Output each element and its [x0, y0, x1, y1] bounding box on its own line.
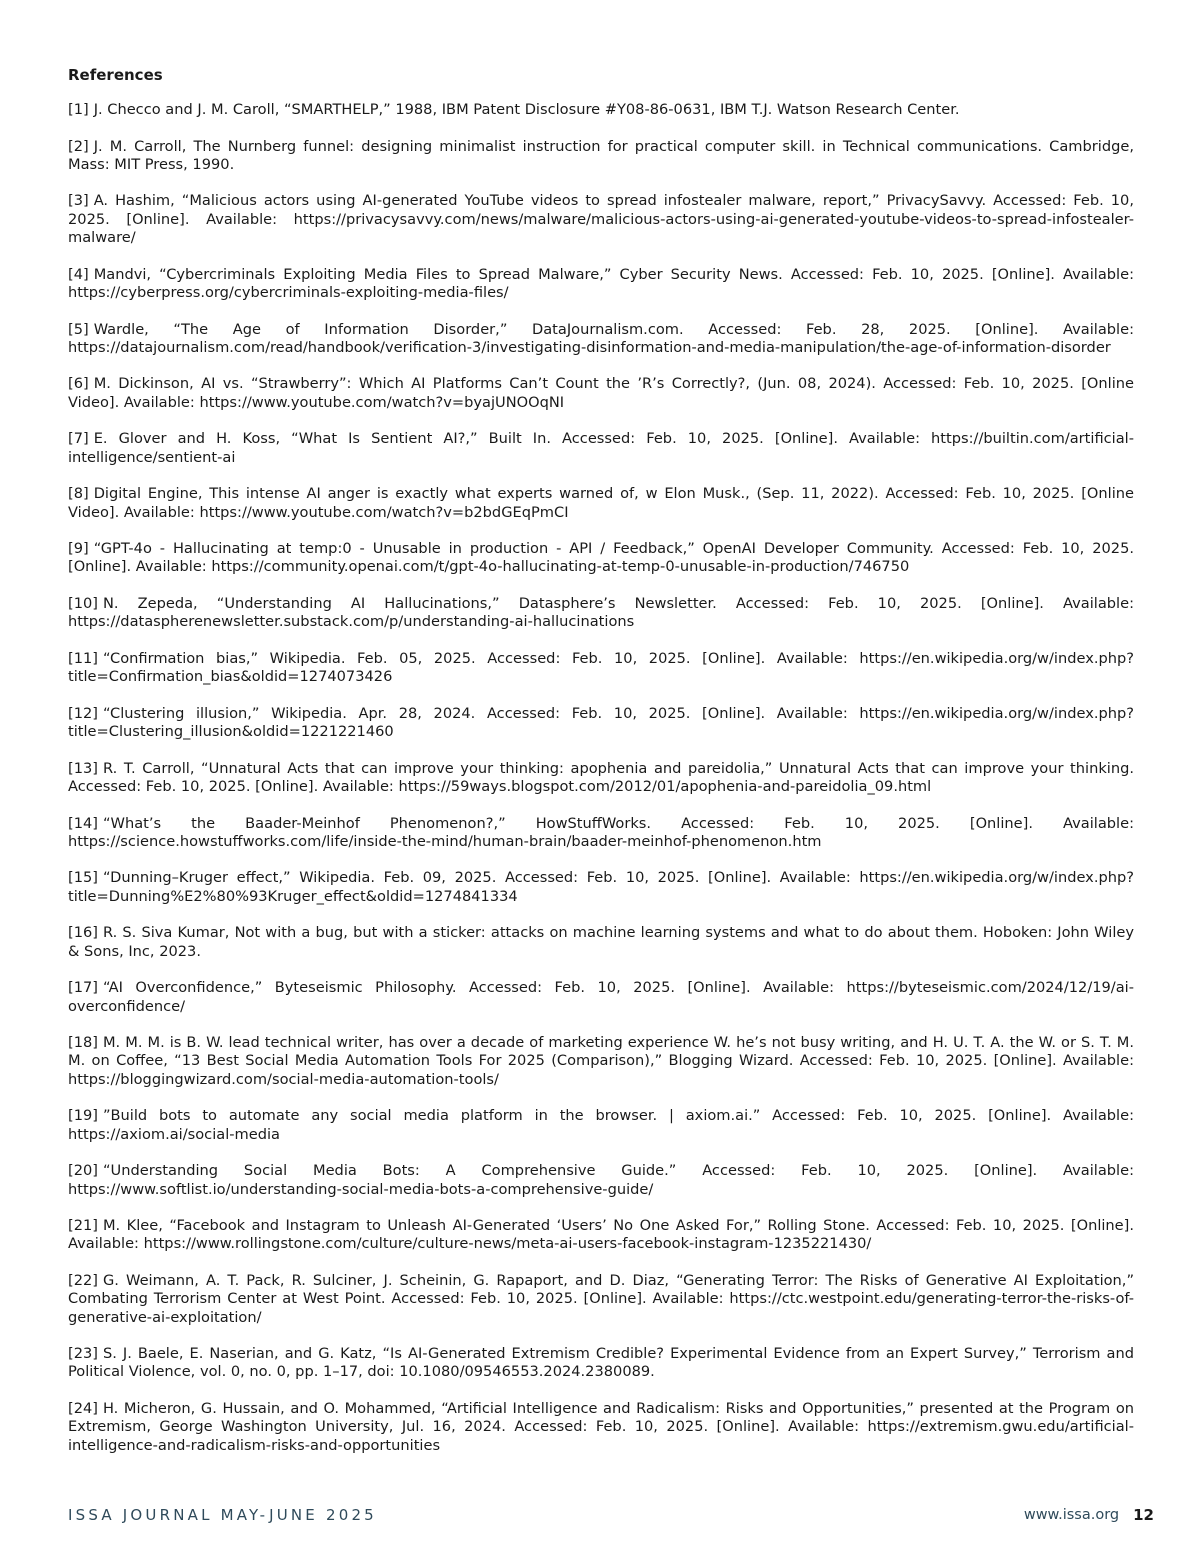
- reference-number: [18]: [68, 1034, 98, 1052]
- reference-item: [68, 760, 1134, 797]
- reference-text: E. Glover and H. Koss, “What Is Sentient AI?,” Built In. Accessed: Feb. 10, 2025. [Online]. Available: https://builtin.com/artificial-intelligence/sentient-ai: [68, 430, 1134, 466]
- reference-number: [5]: [68, 320, 89, 338]
- reference-text: M. M. M. is B. W. lead technical writer, has over a decade of marketing experience W. he’s not busy writing, and H. U. T. A. the W. or S. T. M. M. on Coffee, “13 Best Social Media Automation Tools For 2025 (Comparison),” Blogging Wizard. Accessed: Feb. 10, 2025. [Online]. Available: https://bloggingwizard.com/social-media-automation-tools/: [68, 1034, 1134, 1088]
- reference-text: M. Dickinson, AI vs. “Strawberry”: Which AI Platforms Can’t Count the ’R’s Correctly?, (Jun. 08, 2024). Accessed: Feb. 10, 2025. [Online Video]. Available: https://www.youtube.com/watch?v=byajUNOOqNI: [68, 375, 1134, 411]
- reference-item: [68, 1400, 1134, 1455]
- reference-number: [8]: [68, 485, 89, 503]
- reference-number: [17]: [68, 979, 98, 997]
- reference-number: [20]: [68, 1162, 98, 1180]
- reference-item: [68, 1345, 1134, 1382]
- reference-number: [10]: [68, 595, 98, 613]
- reference-item: [68, 815, 1134, 852]
- page-number: 12: [1133, 1506, 1154, 1524]
- reference-text: “Confirmation bias,” Wikipedia. Feb. 05, 2025. Accessed: Feb. 10, 2025. [Online]. Available: https://en.wikipedia.org/w/index.php?title=Confirmation_bias&oldid=1274073426: [68, 649, 1134, 686]
- reference-number: [6]: [68, 375, 89, 393]
- reference-number: [2]: [68, 137, 89, 155]
- reference-text: S. J. Baele, E. Naserian, and G. Katz, “Is AI-Generated Extremism Credible? Experimental Evidence from an Expert Survey,” Terrorism and Political Violence, vol. 0, no. 0, pp. 1–17, doi: 10.1080/09546553.2024.2380089.: [68, 1345, 1134, 1381]
- reference-number: [4]: [68, 265, 89, 283]
- reference-text: J. Checco and J. M. Caroll, “SMARTHELP,” 1988, IBM Patent Disclosure #Y08-86-0631, IBM T.J. Watson Research Center.: [93, 101, 960, 118]
- references-section: [68, 66, 1134, 1473]
- reference-item: [68, 1107, 1134, 1144]
- reference-text: N. Zepeda, “Understanding AI Hallucinations,” Datasphere’s Newsletter. Accessed: Feb. 10, 2025. [Online]. Available: https://dataspherenewsletter.substack.com/p/understanding-ai-hallucinations: [68, 595, 1134, 631]
- reference-number: [11]: [68, 649, 98, 667]
- reference-text: “What’s the Baader-Meinhof Phenomenon?,” HowStuffWorks. Accessed: Feb. 10, 2025. [Online]. Available: https://science.howstuffworks.com/life/inside-the-mind/human-brain/baader-meinhof-phenomenon.htm: [68, 814, 1134, 850]
- reference-number: [19]: [68, 1107, 98, 1125]
- reference-number: [16]: [68, 924, 98, 942]
- reference-item: [68, 1217, 1134, 1254]
- reference-item: [68, 192, 1134, 247]
- reference-text: A. Hashim, “Malicious actors using AI-generated YouTube videos to spread infostealer malware, report,” PrivacySavvy. Accessed: Feb. 10, 2025. [Online]. Available: https://privacysavvy.com/news/malware/malicious-actors-using-ai-generated-youtube-videos-to-spread-infostealer-malware/: [68, 192, 1134, 247]
- reference-number: [12]: [68, 704, 98, 722]
- reference-text: “Understanding Social Media Bots: A Comprehensive Guide.” Accessed: Feb. 10, 2025. [Online]. Available: https://www.softlist.io/understanding-social-media-bots-a-comprehensive-guide/: [68, 1162, 1134, 1198]
- website-link[interactable]: www.issa.org: [1023, 1507, 1120, 1523]
- reference-number: [23]: [68, 1345, 98, 1363]
- reference-item: [68, 540, 1134, 577]
- reference-item: [68, 705, 1134, 742]
- reference-text: “AI Overconfidence,” Byteseismic Philosophy. Accessed: Feb. 10, 2025. [Online]. Available: https://byteseismic.com/2024/12/19/ai-overconfidence/: [68, 979, 1134, 1015]
- reference-number: [1]: [68, 101, 89, 118]
- reference-number: [21]: [68, 1217, 98, 1235]
- reference-number: [9]: [68, 540, 89, 558]
- reference-item: [68, 138, 1134, 175]
- reference-text: H. Micheron, G. Hussain, and O. Mohammed, “Artificial Intelligence and Radicalism: Risks and Opportunities,” presented at the Program on Extremism, George Washington University, Jul. 16, 2024. Accessed: Feb. 10, 2025. [Online]. Available: https://extremism.gwu.edu/artificial-intelligence-and-radicalism-risks-and-opportunities: [68, 1400, 1134, 1454]
- reference-text: Wardle, “The Age of Information Disorder,” DataJournalism.com. Accessed: Feb. 28, 2025. [Online]. Available: https://datajournalism.com/read/handbook/verification-3/investigating-disinformation-and-media-manipulation/the-age-of-information-disorder: [68, 320, 1134, 356]
- reference-number: [13]: [68, 759, 98, 777]
- reference-item: [68, 979, 1134, 1016]
- reference-text: R. T. Carroll, “Unnatural Acts that can improve your thinking: apophenia and pareidolia,” Unnatural Acts that can improve your thinking. Accessed: Feb. 10, 2025. [Online]. Available: https://59ways.blogspot.com/2012/01/apophenia-and-pareidolia_09.html: [68, 759, 1134, 795]
- reference-text: Digital Engine, This intense AI anger is exactly what experts warned of, w Elon Musk., (Sep. 11, 2022). Accessed: Feb. 10, 2025. [Online Video]. Available: https://www.youtube.com/watch?v=b2bdGEqPmCI: [68, 485, 1134, 521]
- reference-text: J. M. Carroll, The Nurnberg funnel: designing minimalist instruction for practical computer skill. in Technical communications. Cambridge, Mass: MIT Press, 1990.: [68, 137, 1134, 173]
- reference-number: [7]: [68, 430, 89, 448]
- reference-text: M. Klee, “Facebook and Instagram to Unleash AI-Generated ‘Users’ No One Asked For,” Rolling Stone. Accessed: Feb. 10, 2025. [Online]. Available: https://www.rollingstone.com/culture/culture-news/meta-ai-users-facebook-instagram-1235221430/: [68, 1217, 1134, 1253]
- reference-text: ”Build bots to automate any social media platform in the browser. | axiom.ai.” Accessed: Feb. 10, 2025. [Online]. Available: https://axiom.ai/social-media: [68, 1107, 1134, 1143]
- reference-text: “Dunning–Kruger effect,” Wikipedia. Feb. 09, 2025. Accessed: Feb. 10, 2025. [Online]. Available: https://en.wikipedia.org/w/index.php?title=Dunning%E2%80%93Kruger_effect&oldid=1274841334: [68, 869, 1134, 905]
- page-footer: [68, 1504, 1154, 1526]
- reference-item: [68, 924, 1134, 961]
- reference-item: [68, 375, 1134, 412]
- publication-title: ISSA JOURNAL MAY-JUNE 2025: [68, 1506, 377, 1524]
- reference-number: [15]: [68, 869, 98, 887]
- reference-text: “Clustering illusion,” Wikipedia. Apr. 28, 2024. Accessed: Feb. 10, 2025. [Online]. Available: https://en.wikipedia.org/w/index.php?title=Clustering_illusion&oldid=1221221460: [68, 704, 1134, 741]
- reference-text: R. S. Siva Kumar, Not with a bug, but with a sticker: attacks on machine learning systems and what to do about them. Hoboken: John Wiley & Sons, Inc, 2023.: [68, 924, 1134, 960]
- reference-item: [68, 485, 1134, 522]
- reference-item: [68, 101, 1134, 119]
- footer-right-group: [1024, 1506, 1154, 1524]
- reference-number: [14]: [68, 814, 98, 832]
- reference-item: [68, 869, 1134, 906]
- reference-text: G. Weimann, A. T. Pack, R. Sulciner, J. Scheinin, G. Rapaport, and D. Diaz, “Generating Terror: The Risks of Generative AI Exploitation,” Combating Terrorism Center at West Point. Accessed: Feb. 10, 2025. [Online]. Available: https://ctc.westpoint.edu/generating-terror-the-risks-of-generative-ai-exploitation/: [68, 1272, 1134, 1326]
- reference-item: [68, 321, 1134, 358]
- reference-text: Mandvi, “Cybercriminals Exploiting Media Files to Spread Malware,” Cyber Security News. Accessed: Feb. 10, 2025. [Online]. Available: https://cyberpress.org/cybercriminals-exploiting-media-files/: [68, 265, 1134, 301]
- reference-item: [68, 595, 1134, 632]
- reference-number: [24]: [68, 1400, 98, 1418]
- reference-item: [68, 1162, 1134, 1199]
- reference-list: [68, 101, 1134, 1455]
- reference-item: [68, 1034, 1134, 1089]
- reference-item: [68, 1272, 1134, 1327]
- reference-item: [68, 430, 1134, 467]
- references-heading: References: [68, 66, 163, 84]
- reference-number: [22]: [68, 1272, 98, 1289]
- reference-item: [68, 266, 1134, 303]
- reference-number: [3]: [68, 192, 89, 210]
- reference-text: “GPT-4o - Hallucinating at temp:0 - Unusable in production - API / Feedback,” OpenAI Developer Community. Accessed: Feb. 10, 2025. [Online]. Available: https://community.openai.com/t/gpt-4o-hallucinating-at-temp-0-unusable-in-production/746750: [68, 540, 1134, 576]
- reference-item: [68, 650, 1134, 687]
